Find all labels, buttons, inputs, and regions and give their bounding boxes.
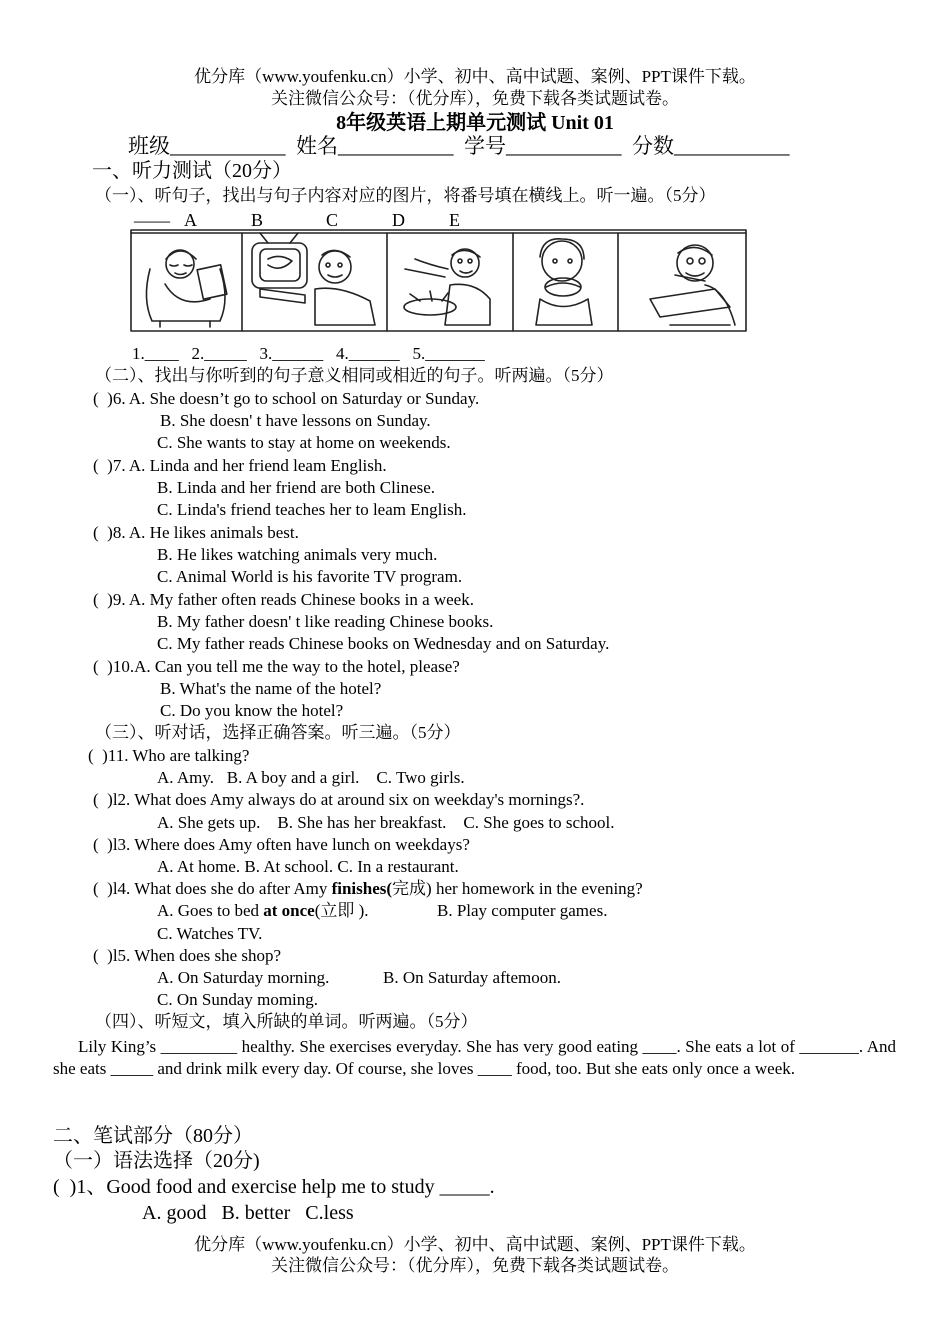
question-14 [93,880,643,897]
question-14-chinese-gloss: 完成 [392,879,427,898]
picture-c-eating-boy [404,249,490,325]
picture-strip [130,229,747,332]
header-line-2: 关注微信公众号：（优分库），免费下载各类试题试卷。 [271,89,679,108]
question-10-option-c: C. Do you know the hotel? [160,701,344,720]
question-8-option-b: B. He likes watching animals very much. [157,545,438,564]
header-line-1: 优分库（www.youfenku.cn）小学、初中、高中试题、案例、PPT课件下载。 [194,67,756,86]
question-9-option-c: C. My father reads Chinese books on Wednesday and on Saturday. [157,634,610,653]
footer-line-2: 关注微信公众号：（优分库），免费下载各类试题试卷。 [271,1256,679,1275]
question-13: ( )l3. Where does Amy often have lunch on weekdays? [93,835,470,854]
part2-instruction: （二）、找出与你听到的句子意义相同或相近的句子。听两遍。（5分） [95,366,614,385]
picture-a-reading-girl [146,250,226,327]
picture-d-girl-eating [536,239,592,325]
listening-heading: 一、听力测试（20分） [92,160,292,182]
question-12-options: A. She gets up. B. She has her breakfast. C. She goes to school. [157,813,615,832]
question-14-option-a [157,902,369,919]
question-10: ( )10.A. Can you tell me the way to the hotel, please? [93,657,460,676]
question-14-option-c: C. Watches TV. [157,924,263,943]
part3-instruction: （三）、听对话，选择正确答案。听三遍。（5分） [95,723,461,742]
grammar-heading: （一）语法选择（20分) [53,1150,260,1172]
part1-answer-blanks: 1.____ 2._____ 3.______ 4.______ 5._______ [132,344,485,363]
question-12: ( )l2. What does Amy always do at around six on weekday's mornings?. [93,790,585,809]
question-13-options: A. At home. B. At school. C. In a restaurant. [157,857,459,876]
question-11-options: A. Amy. B. A boy and a girl. C. Two girls. [157,768,465,787]
question-14-text-start: ( )l4. What does she do after Amy [93,879,332,898]
question-6-option-c: C. She wants to stay at home on weekends. [157,433,451,452]
option-a-text: A. Goes to bed [157,901,264,920]
question-9: ( )9. A. My father often reads Chinese books in a week. [93,590,474,609]
grammar-question-1: ( )1、Good food and exercise help me to study _____. [53,1176,495,1198]
question-15-option-a: A. On Saturday morning. [157,968,330,987]
picture-e-brushing-man [650,245,735,325]
question-7: ( )7. A. Linda and her friend leam English. [93,456,387,475]
question-15-option-b: B. On Saturday aftemoon. [383,968,561,987]
picture-letter-a: A [184,210,197,230]
part1-instruction: （一）、听句子，找出与句子内容对应的图片，将番号填在横线上。听一遍。（5分） [95,186,716,205]
page-title: 8年级英语上期单元测试 Unit 01 [336,112,614,134]
picture-b-tv-boy [252,233,375,325]
option-a-gloss: (立即 ). [314,901,369,920]
question-15-option-c: C. On Sunday moming. [157,990,319,1009]
grammar-question-1-options: A. good B. better C.less [142,1202,354,1224]
question-7-option-c: C. Linda's friend teaches her to leam English. [157,500,467,519]
question-9-option-b: B. My father doesn' t like reading Chinese books. [157,612,494,631]
question-10-option-b: B. What's the name of the hotel? [160,679,382,698]
question-14-text-end: ) her homework in the evening? [426,879,643,898]
part4-instruction: （四）、听短文，填入所缺的单词。听两遍。（5分） [95,1012,478,1031]
question-11: ( )11. Who are talking? [88,746,250,765]
question-15: ( )l5. When does she shop? [93,946,282,965]
footer-line-1: 优分库（www.youfenku.cn）小学、初中、高中试题、案例、PPT课件下载。 [194,1235,756,1254]
question-8: ( )8. A. He likes animals best. [93,523,299,542]
question-7-option-b: B. Linda and her friend are both Clinese. [157,478,436,497]
student-info-fields: 班级___________ 姓名___________ 学号___________ 分数___________ [128,134,790,158]
picture-letter-d: D [392,210,405,230]
part4-passage: Lily King’s _________ healthy. She exercises everyday. She has very good eating ____. She eats a lot of _______. And she eats _____ and drink milk every day. Of course, she loves ____ food, too. But she eats only once a week. [53,1037,896,1078]
picture-letter-e: E [449,210,460,230]
question-14-keyword: finishes( [331,879,393,898]
question-14-option-b: B. Play computer games. [437,901,608,920]
question-6-option-b: B. She doesn' t have lessons on Sunday. [160,411,431,430]
question-6: ( )6. A. She doesn’t go to school on Saturday or Sunday. [93,389,480,408]
written-heading: 二、笔试部分（80分） [53,1125,253,1147]
option-a-keyword: at once [263,901,315,920]
picture-letter-c: C [326,210,339,230]
picture-letter-b: B [251,210,264,230]
question-8-option-c: C. Animal World is his favorite TV program. [157,567,463,586]
letter-underline: ____ [134,204,170,224]
